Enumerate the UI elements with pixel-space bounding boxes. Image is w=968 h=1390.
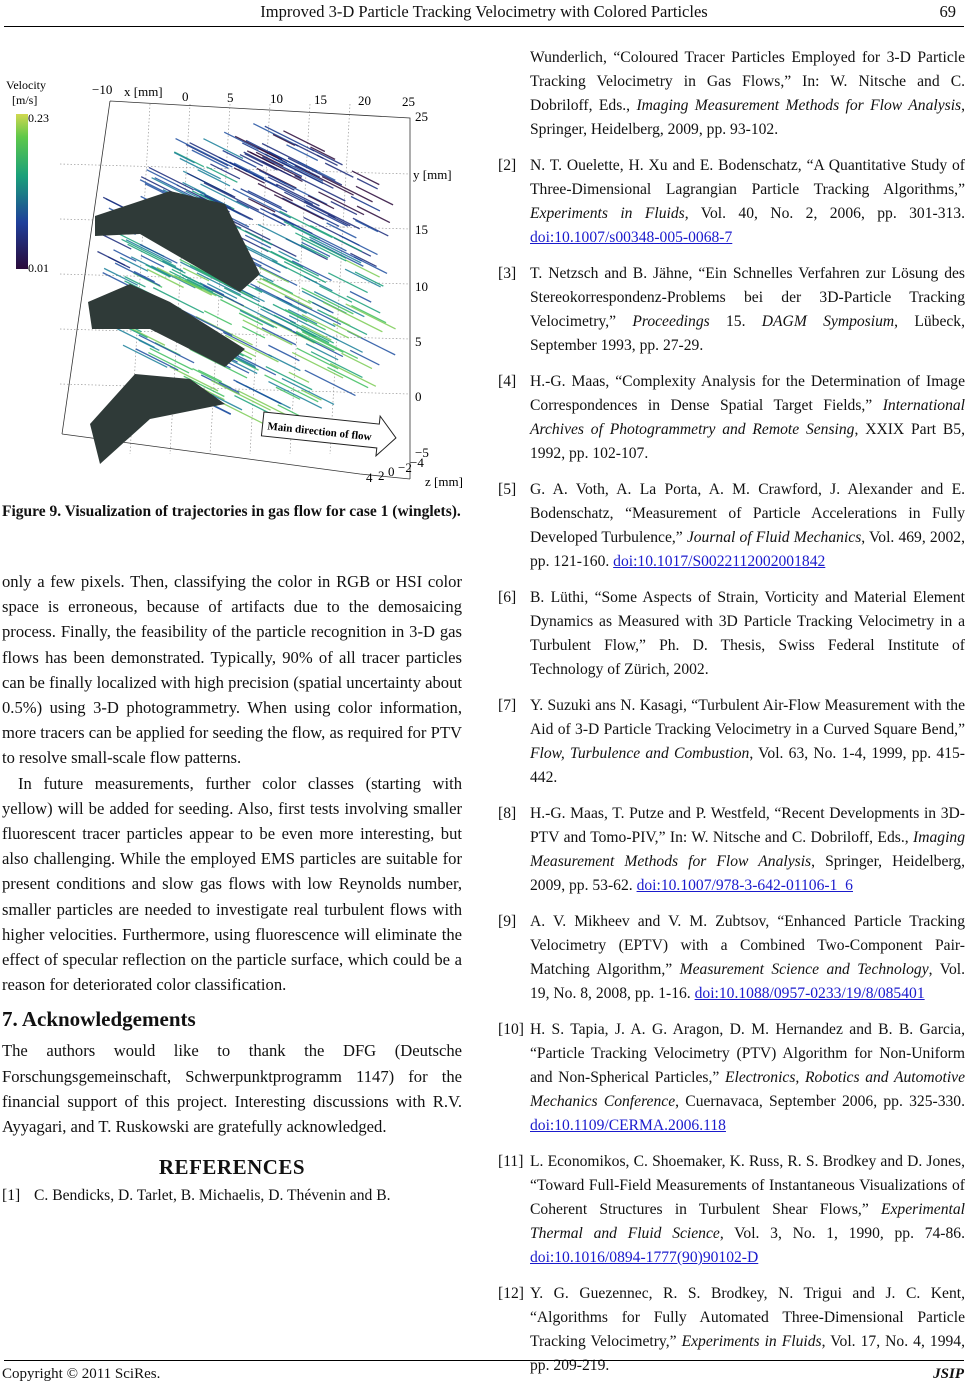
winglet-bottom: [90, 374, 225, 464]
reference-text: Y. G. Guezennec, R. S. Brodkey, N. Trigui and J. C. Kent, “Algorithms for Fully Automated Three-Dimensional Particle Tracking Velocimetry,”: [530, 1285, 965, 1350]
reference-number: [7]: [498, 697, 517, 714]
reference-text: Flow, Turbulence and Combustion: [530, 745, 750, 762]
reference-text: G. A. Voth, A. La Porta, A. M. Crawford, J. Alexander and E. Bodenschatz, “Measurement of Particle Accelerations in Fully Developed Turbulence,”: [530, 481, 965, 546]
reference-number: [3]: [498, 265, 517, 282]
reference-text: DAGM Symposium: [761, 313, 895, 330]
reference-text: Electronics, Robotics and Automotive Mechanics Conference: [530, 1069, 965, 1110]
acknowledgements-text: The authors would like to thank the DFG (Deutsche Forschungsgemeinschaft, Schwerpunktprogramm 1147) for the financial support of this project. Interesting discussions with R.V. Ayyagari, and T. Ruskowski are gratefully acknowledged.: [2, 1041, 462, 1137]
reference-text: Experiments in Fluids: [681, 1333, 822, 1350]
reference-number: [9]: [498, 913, 517, 930]
reference-item: [498, 1018, 965, 1138]
reference-text: H.-G. Maas, “Complexity Analysis for the Determination of Image Correspondences in Dense Spatial Target Fields,”: [530, 373, 965, 414]
x-tick-label: 10: [270, 91, 283, 106]
reference-number: [6]: [498, 589, 517, 606]
y-tick-label: 0: [415, 389, 422, 404]
reference-item: [498, 154, 965, 250]
y-tick-label: −5: [415, 445, 429, 460]
x-tick-label: 0: [182, 89, 189, 104]
z-tick-label: 4: [366, 470, 373, 485]
references-heading: REFERENCES: [158, 1155, 306, 1180]
reference-text: Experiments in Fluids: [530, 205, 685, 222]
reference-text: A. V. Mikheev and V. M. Zubtsov, “Enhanced Particle Tracking Velocimetry (EPTV) with a Combined Two-Component Pair-Matching Algorithm,”: [530, 913, 965, 978]
reference-text: Experimental Thermal and Fluid Science: [530, 1201, 965, 1242]
header-rule: [4, 26, 964, 27]
reference-text: T. Netzsch and B. Jähne, “Ein Schnelles Verfahren zur Lösung des Stereokorrespondenz-Problems bei der 3D-Particle Tracking Velocimetry,”: [530, 265, 965, 330]
reference-text: , Springer, Heidelberg, 2009, pp. 93-102.: [530, 97, 966, 138]
reference-text: H. S. Tapia, J. A. G. Aragon, D. M. Hernandez and B. B. Garcia, “Particle Tracking Velocimetry (PTV) Algorithm for Non-Uniform and Non-Spherical Particles,”: [530, 1021, 965, 1086]
reference-text: Wunderlich, “Coloured Tracer Particles Employed for 3-D Particle Tracking Velocimetry in Gas Flows,” In: W. Nitsche and C. Dobriloff, Eds.,: [530, 49, 965, 114]
reference-item: [2, 1184, 462, 1208]
reference-text: International Archives of Photogrammetry and Remote Sensing: [530, 397, 965, 438]
body-paragraph: In future measurements, further color classes (starting with yellow) will be added for seeding. Also, first tests involving smaller fluorescent tracer particles appear to be even more interesting, but also challenging. While the employed EMS particles are suitable for present conditions and slow gas flows with low Reynolds number, smaller particles are needed to investigate real turbulent flows with higher velocities. Furthermore, using fluorescence will eliminate the effect of specular reflection on the particle surface, which could be a reason for deteriorated color classification.: [2, 773, 462, 995]
winglet-middle: [88, 284, 245, 367]
figure-caption: Figure 9. Visualization of trajectories in gas flow for case 1 (winglets).: [2, 503, 461, 520]
journal-abbrev: JSIP: [933, 1366, 964, 1382]
reference-text: , Vol. 469, 2002, pp. 121-160.: [530, 529, 965, 570]
colorbar-title: Velocity: [6, 78, 46, 92]
reference-text: , Vol. 3, No. 1, 1990, pp. 74-86.: [719, 1225, 965, 1242]
reference-number: [11]: [498, 1153, 524, 1170]
colorbar-max-label: 0.23: [28, 111, 49, 125]
reference-item: [498, 478, 965, 574]
z-tick-label: −2: [398, 460, 412, 475]
reference-text: , Vol. 17, No. 4, 1994, pp. 209-219.: [530, 1333, 965, 1374]
x-axis-label: x [mm]: [124, 84, 163, 99]
reference-text: , Vol. 40, No. 2, 2006, pp. 301-313.: [684, 205, 966, 222]
reference-text: , Lübeck, September 1993, pp. 27-29.: [530, 313, 965, 354]
colorbar-min-label: 0.01: [28, 261, 49, 275]
reference-text: , Cuernavaca, September 2006, pp. 325-330.: [675, 1093, 966, 1110]
reference-number: [4]: [498, 373, 517, 390]
acknowledgements-heading: 7. Acknowledgements: [2, 1007, 196, 1032]
x-tick-label: −10: [92, 82, 113, 97]
z-tick-label: 2: [378, 468, 385, 483]
y-tick-label: 5: [415, 334, 422, 349]
doi-link[interactable]: doi:10.1007/978-3-642-01106-1_6: [636, 877, 853, 894]
x-tick-label: 25: [402, 94, 415, 109]
reference-text: Imaging Measurement Methods for Flow Analysis: [530, 829, 965, 870]
y-tick-label: 10: [415, 279, 428, 294]
doi-link[interactable]: doi:10.1017/S0022112002001842: [613, 553, 826, 570]
right-column: [498, 46, 965, 1390]
reference-list-right: [498, 46, 965, 1378]
reference-text: H.-G. Maas, T. Putze and P. Westfeld, “Recent Developments in 3D-PTV and Tomo-PIV,” In: W. Nitsche and C. Dobriloff, Eds.,: [530, 805, 965, 846]
reference-text: B. Lüthi, “Some Aspects of Strain, Vorticity and Material Element Dynamics as Measured with 3D Particle Tracking Velocimetry in a Turbulent Flow,” Ph. D. Thesis, Swiss Federal Institute of Technology of Zürich, 2002.: [530, 589, 965, 678]
reference-item: [498, 910, 965, 1006]
reference-number: [8]: [498, 805, 517, 822]
body-paragraph: only a few pixels. Then, classifying the color in RGB or HSI color space is erroneous, because of artifacts due to the demosaicing process. Finally, the feasibility of the particle recognition in 3-D gas flows has been demonstrated. Typically, 90% of all tracer particles can be finally localized with high precision (spatial uncertainty about 0.5%) using 3-D photogrammetry. When using color information, more tracers can be applied for seeding the flow, as required for PTV to resolve small-scale flow patterns.: [2, 572, 462, 768]
z-tick-label: 0: [388, 464, 395, 479]
figure-9: [0, 74, 465, 494]
z-ticks: [366, 455, 424, 485]
reference-item: [498, 370, 965, 466]
flow-direction-label: Main direction of flow: [266, 420, 373, 444]
reference-text: Measurement Science and Technology: [679, 961, 929, 978]
trajectory-plot: [0, 74, 465, 494]
copyright: Copyright © 2011 SciRes.: [2, 1366, 161, 1382]
y-tick-label: 25: [415, 109, 428, 124]
reference-list-left: [2, 1184, 462, 1208]
reference-number: [10]: [498, 1021, 524, 1038]
reference-text: Journal of Fluid Mechanics: [686, 529, 862, 546]
reference-item: [498, 46, 965, 142]
left-column: [2, 569, 462, 1220]
doi-link[interactable]: doi:10.1016/0894-1777(90)90102-D: [530, 1249, 759, 1266]
z-axis-label: z [mm]: [425, 474, 463, 489]
reference-text: , Vol. 19, No. 8, 2008, pp. 1-16.: [530, 961, 965, 1002]
reference-text: N. T. Ouelette, H. Xu and E. Bodenschatz, “A Quantitative Study of Three-Dimensional Lagrangian Particle Tracking Algorithms,”: [530, 157, 965, 198]
reference-text: , Vol. 63, No. 1-4, 1999, pp. 415-442.: [530, 745, 965, 786]
x-tick-label: 15: [314, 92, 327, 107]
reference-text: Proceedings: [632, 313, 710, 330]
reference-item: [498, 262, 965, 358]
reference-text: , XXIX Part B5, 1992, pp. 102-107.: [530, 421, 965, 462]
reference-text: Y. Suzuki ans N. Kasagi, “Turbulent Air-Flow Measurement with the Aid of 3-D Particle Tracking Velocimetry in a Curved Square Bend,”: [530, 697, 965, 738]
page-number: 69: [939, 2, 956, 21]
running-title: Improved 3-D Particle Tracking Velocimetry with Colored Particles: [260, 2, 708, 21]
footer-rule: [4, 1360, 964, 1361]
reference-item: [498, 1282, 965, 1378]
y-axis-label: y [mm]: [413, 167, 452, 182]
reference-text: Imaging Measurement Methods for Flow Analysis: [636, 97, 962, 114]
doi-link[interactable]: doi:10.1007/s00348-005-0068-7: [530, 229, 733, 246]
reference-number: [1]: [2, 1187, 21, 1205]
y-tick-label: 15: [415, 222, 428, 237]
reference-text: L. Economikos, C. Shoemaker, K. Russ, R. S. Brodkey and D. Jones, “Toward Full-Field Measurements of Instantaneous Visualizations of Coherent Structures in Turbulent Shear Flows,”: [530, 1153, 965, 1218]
colorbar: [16, 114, 28, 269]
doi-link[interactable]: doi:10.1088/0957-0233/19/8/085401: [694, 985, 925, 1002]
reference-number: [12]: [498, 1285, 524, 1302]
x-tick-label: 5: [227, 90, 234, 105]
x-tick-label: 20: [358, 93, 371, 108]
reference-item: [498, 1150, 965, 1270]
reference-item: [498, 694, 965, 790]
y-ticks: [415, 109, 429, 460]
z-tick-label: −4: [410, 455, 424, 470]
colorbar-unit: [m/s]: [12, 93, 38, 107]
reference-number: [2]: [498, 157, 517, 174]
doi-link[interactable]: doi:10.1109/CERMA.2006.118: [530, 1117, 726, 1134]
reference-item: [498, 586, 965, 682]
reference-text: C. Bendicks, D. Tarlet, B. Michaelis, D. Thévenin and B.: [34, 1187, 391, 1205]
reference-item: [498, 802, 965, 898]
winglets: [88, 191, 260, 464]
reference-number: [5]: [498, 481, 517, 498]
reference-text: , Springer, Heidelberg, 2009, pp. 53-62.: [530, 853, 965, 894]
reference-text: 15.: [709, 313, 762, 330]
